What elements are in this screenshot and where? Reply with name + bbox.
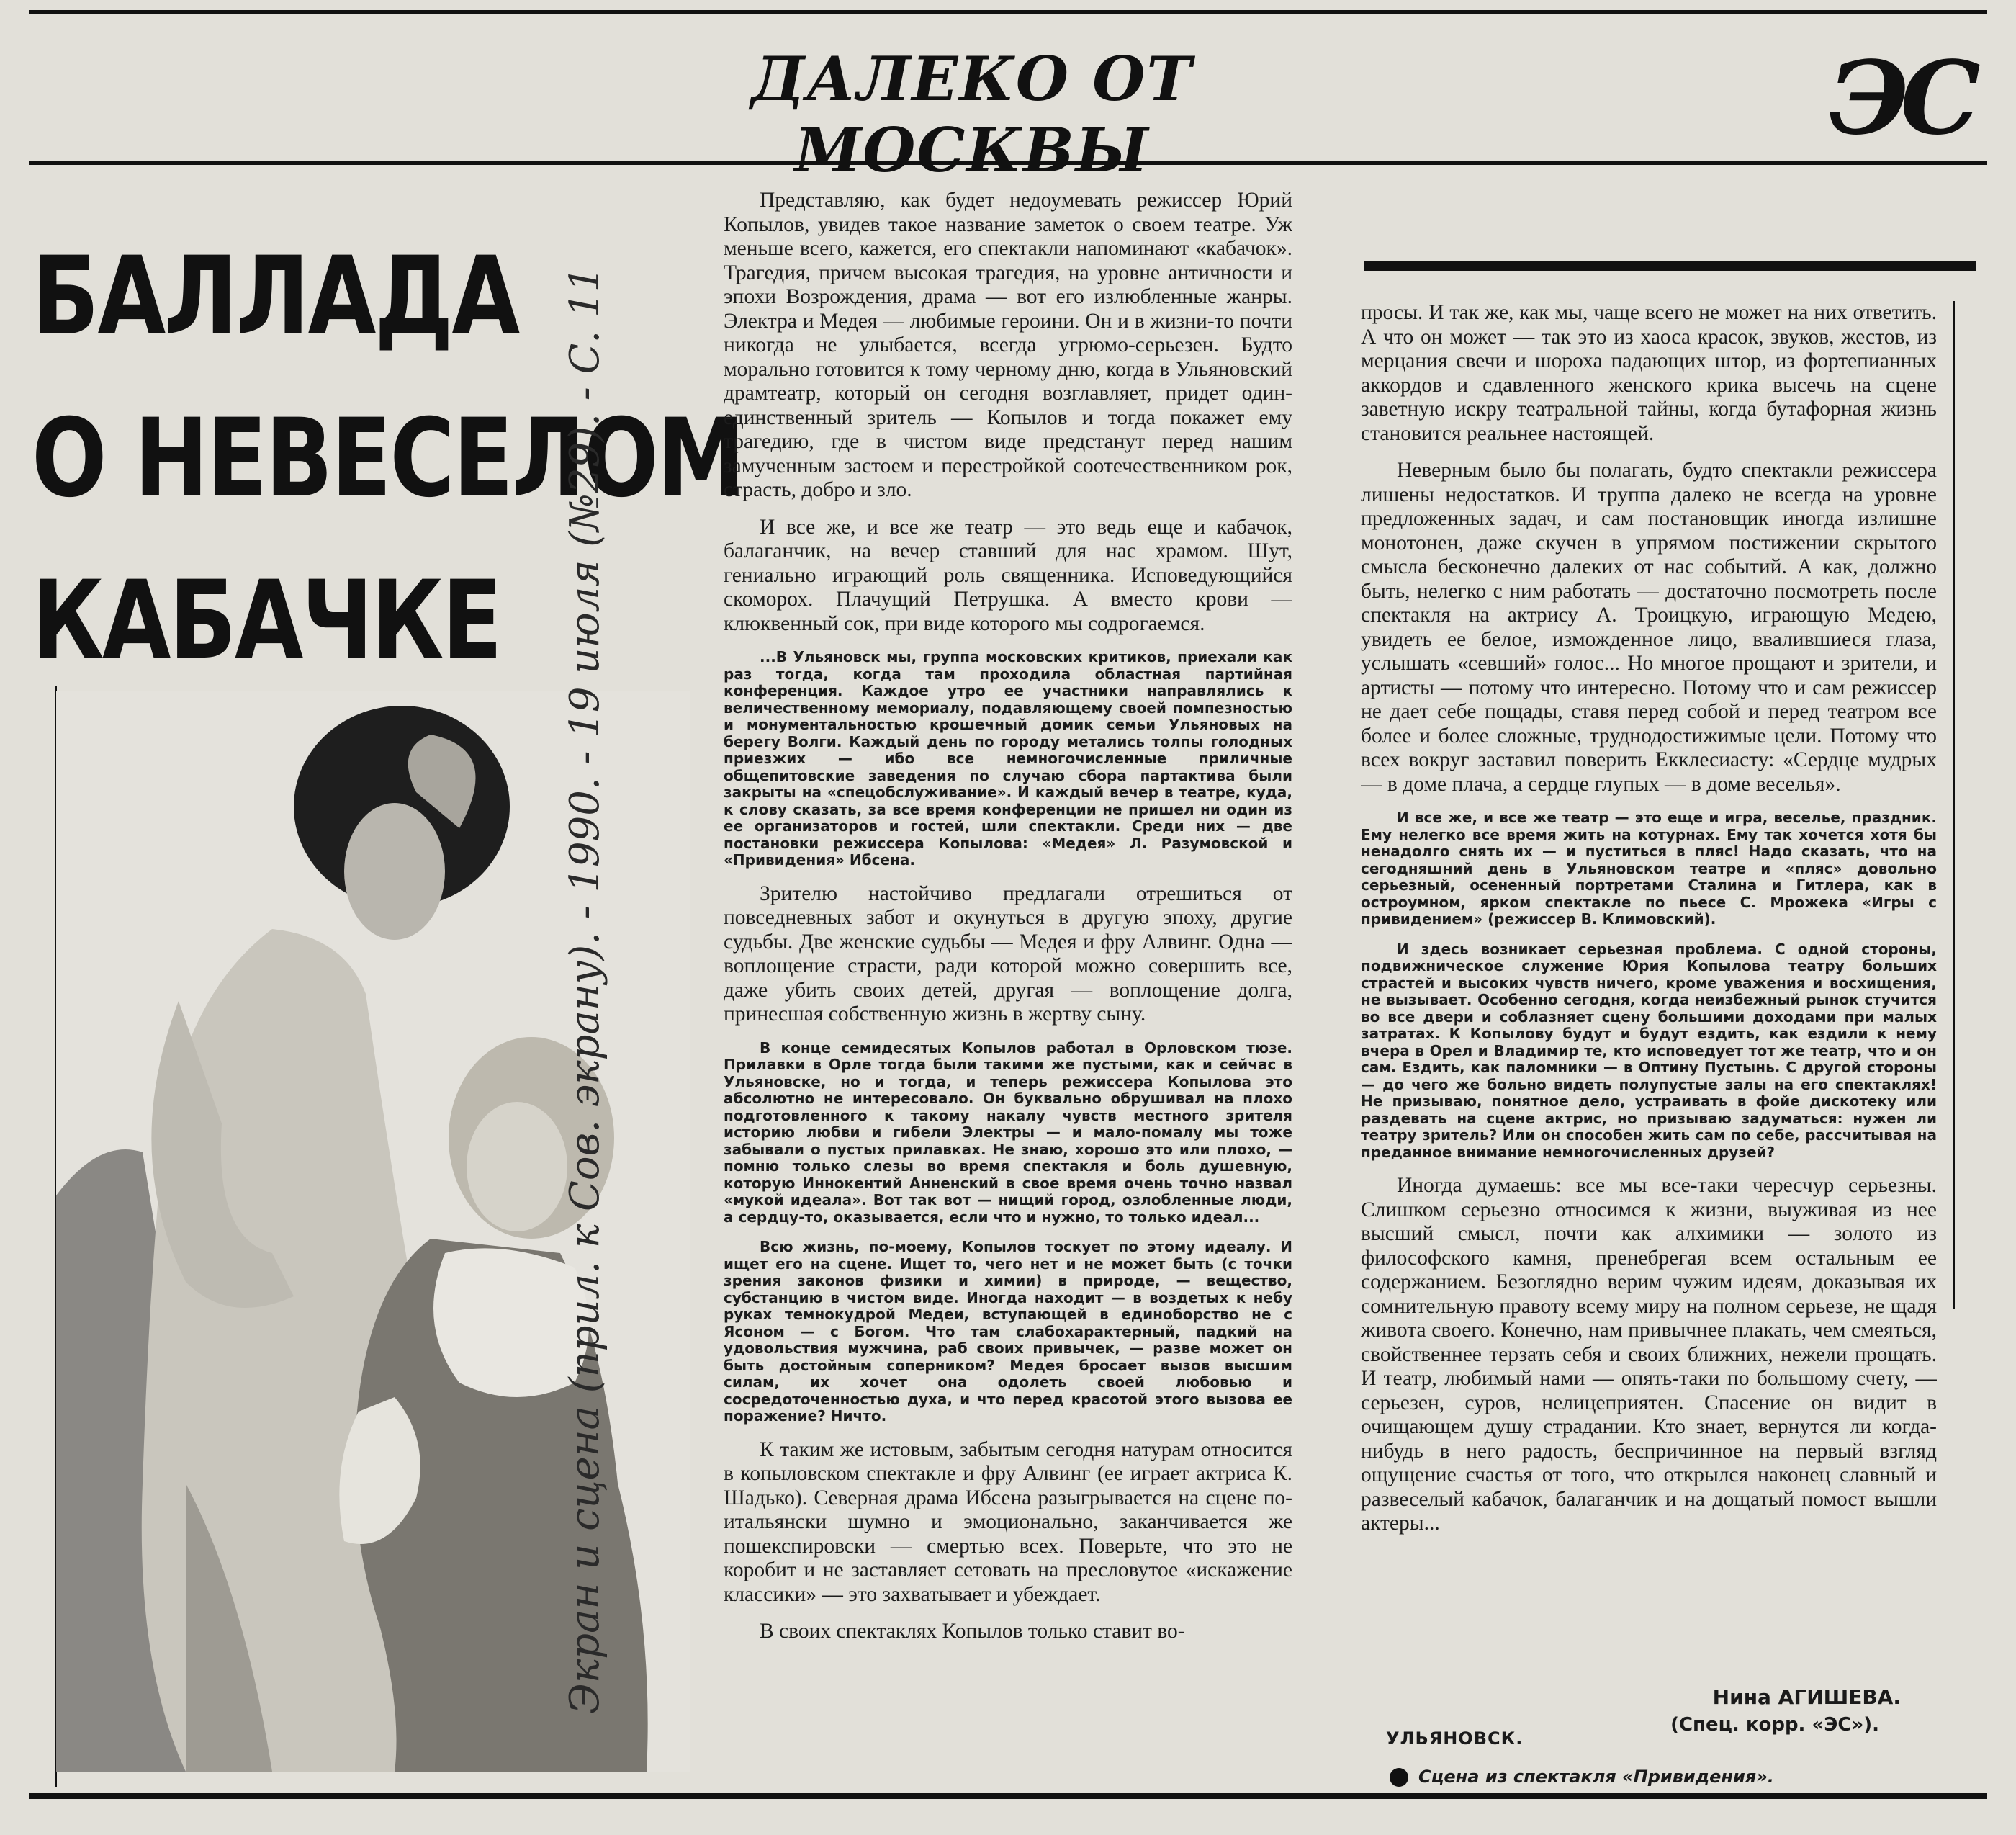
headline-line-1: БАЛЛАДА: [32, 234, 518, 359]
column2-right-rule: [1953, 301, 1955, 1309]
paragraph: Зрителю настойчиво предлагали отрешиться от повседневных забот и окунуться в другую эпоху, другие судьбы. Две женские судьбы — Медея и фру Алвинг. Одна — воплощение страсти, ради которой можно совершить все, даже убить своих детей, другая — воплощение долга, принесшая собственную жизнь в жертву сыну.: [724, 881, 1292, 1026]
author-name: Нина АГИШЕВА.: [1712, 1685, 1901, 1709]
bullet-icon: [1390, 1768, 1408, 1787]
bottom-border-rule: [29, 1793, 1987, 1799]
column2-top-rule: [1364, 261, 1976, 271]
paragraph: просы. И так же, как мы, чаще всего не может на них ответить. А что он может — так это из хаоса красок, звуков, жестов, из мерцания свечи и шороха падающих штор, из фортепианных аккордов и сдавленного женского крика высечь на сцене заветную искру театральной тайны, когда бутафорная жизнь становится реальнее настоящей.: [1361, 301, 1937, 445]
paragraph: В конце семидесятых Копылов работал в Орловском тюзе. Прилавки в Орле тогда были такими же пустыми, как и сейчас в Ульяновске, но и тогда, и теперь режиссера Копылова это абсолютно не интересовало. Он буквально обрушивал на плохо подготовленного к такому накалу чувств местного зрителя историю любви и гибели Электры — и мало-помалу мы тоже забывали о пустых прилавках. Не знаю, хорошо это или плохо, — помню только слезы во время спектакля и боль душевную, которую Иннокентий Анненский в свое время очень точно назвал «мукой идеала». Вот так вот — нищий город, озлобленные люди, а сердцу-то, оказывается, если что и нужно, то только идеал...: [724, 1038, 1292, 1226]
dateline-city: УЛЬЯНОВСК.: [1386, 1728, 1524, 1749]
article-column-1: [724, 189, 1292, 1787]
paragraph: Всю жизнь, по-моему, Копылов тоскует по этому идеалу. И ищет его на сцене. Ищет то, чего нет и не может быть (с точки зрения законов физики и химии) в природе, — вещество, субстанцию в чистом виде. Иногда находит — в воздетых к небу руках темнокудрой Медеи, вступающей в единоборство не с Ясоном — с Богом. Что там слабохарактерный, падкий на удовольствия мужчина, раб своих привычек, — разве может он быть достойным соперником? Медея бросает вызов высшим силам, их хочет она одолеть своей любовью и сосредоточенностью духа, и что перед красотой этого вызова ее поражение? Ничто.: [724, 1238, 1292, 1425]
paragraph: И все же, и все же театр — это еще и игра, веселье, праздник. Ему нелегко все время жить на котурнах. Ему так хочется хотя бы ненадолго снять их — и пуститься в пляс! Надо сказать, что на сегодняшний день в Ульяновском театре и «пляс» довольно серьезный, осененный портретами Сталина и Гитлера, как в остроумном, ярком спектакле по пьесе С. Мрожека «Игры с привидением» (режиссер В. Климовский).: [1361, 809, 1937, 928]
article-column-2: [1361, 301, 1937, 1684]
paragraph: В своих спектаклях Копылов только ставит во-: [760, 1620, 1185, 1643]
top-border-rule: [29, 10, 1987, 14]
paragraph: И здесь возникает серьезная проблема. С одной стороны, подвижническое служение Юрия Копылова театру больших страстей и высоких чувств ничего, кроме уважения и восхищения, не вызывает. Особенно сегодня, когда неизбежный рынок стучится во все двери и соблазняет сцену большими доходами при малых затратах. К Копылову будут и будут ездить, как ездили к нему вчера в Орел и Владимир те, кто исповедует тот же театр, что и он сам. Ездить, как паломники — в Оптину Пустынь. С другой стороны — до чего же больно видеть полупустые залы на его спектаклях! Не призываю, понятное дело, устраивать в фойе дискотеку или раздевать на сцене актрис, но призываю задуматься: нужен ли театру зритель? Или он способен жить сам по себе, рассчитывая на преданное внимание немногочисленных друзей?: [1361, 940, 1937, 1161]
es-logo: ЭС: [1829, 40, 1972, 158]
author-role: (Спец. корр. «ЭС»).: [1670, 1714, 1879, 1736]
photo-caption: [1390, 1767, 1774, 1787]
paragraph: Иногда думаешь: все мы все-таки чересчур серьезны. Слишком серьезно относимся к жизни, выуживая из нее высший смысл, почти как алхимики — золото из философского камня, пренебрегая всем остальным ее содержанием. Безоглядно верим чужим идеям, доказывая их сомнительную правоту всему миру на полном серьезе, не щадя живота своего. Конечно, нам привычнее плакать, чем смеяться, свойственнее терзать себя и своих ближних, нежели прощать. И театр, любимый нами — опять-таки по большому счету, — серьезен, суров, нелицеприятен. Спасение он видит в очищающем душу страдании. Кто знает, вернутся ли когда-нибудь в него радость, беспричинное на первый взгляд ощущение счастья от того, что открылся наконец славный и развеселый кабачок, балаганчик и на дощатый помост вышли актеры...: [1361, 1174, 1937, 1535]
caption-text: Сцена из спектакля «Привидения».: [1418, 1767, 1774, 1787]
paragraph: И все же, и все же театр — это ведь еще и кабачок, балаганчик, на вечер ставший для нас храмом. Шут, гениально играющий роль священника. Исповедующийся скоморох. Плачущий Петрушка. А вместо крови — клюквенный сок, при виде которого мы содрогаемся.: [724, 515, 1292, 635]
paragraph: ...В Ульяновск мы, группа московских критиков, приехали как раз тогда, когда там проходила областная партийная конференция. Каждое утро ее участники направлялись к величественному мемориалу, подавляющему своей помпезностью и монументальностью крошечный домик семьи Ульяновых на берегу Волги. Каждый день по городу метались толпы голодных приезжих — ибо все немногочисленные приличные общепитовские заведения по случаю сбора партактива были закрыты на «спецобслуживание». И каждый вечер в театре, куда, к слову сказать, за все время конференции не пришел ни один из ее организаторов и гостей, шли спектакли. Среди них — две постановки режиссера Копылова: «Медея» Л. Разумовской и «Привидения» Ибсена.: [724, 648, 1292, 869]
article-headline: [32, 216, 744, 702]
handwritten-source-note: Экран и сцена (прил. к Сов. экрану). - 1990. - 19 июля (№29). - С. 11: [562, 266, 608, 1714]
paragraph: Представляю, как будет недоумевать режиссер Юрий Копылов, увидев такое название заметок о своем театре. Уж меньше всего, кажется, его спектакли напоминают «кабачок». Трагедия, причем высокая трагедия, на уровне античности и эпохи Возрождения, драма — вот его излюбленные жанры. Электра и Медея — любимые героини. Он и в жизни-то почти никогда не улыбается, всегда угрюмо-серьезен. Будто морально готовится к тому черному дню, когда в Ульяновский драмтеатр, который он сегодня возглавляет, придет один-единственный зритель — Копылов и тогда покажет ему трагедию, где в чистом виде предстанут перед нашим замученным застоем и перестройкой соотечественником рок, страсть, добро и зло.: [724, 189, 1292, 501]
headline-line-3: КАБАЧКЕ: [32, 558, 501, 683]
paragraph: Неверным было бы полагать, будто спектакли режиссера лишены недостатков. И труппа далеко не всегда на уровне предложенных задач, и сам постановщик иногда излишне монотонен, даже скучен в упрямом постижении скрытого смысла бесконечно далеких от нас событий. А как, должно быть, нелегко с ним работать — достаточно посмотреть после спектакля на актрису А. Троицкую, играющую Медею, увидеть ее белое, изможденное лицо, ввалившиеся глаза, услышать «севший» голос... Но многое прощают и зрители, и артисты — потому что интересно. Потому что и сам режиссер не дает себе пощады, ставя перед собой и перед театром все более и более сложные, труднодостижимые цели. Потому что всех вокруг заставил поверить Екклесиасту: «Сердце мудрых — в доме плача, а сердце глупых — в доме веселья».: [1361, 459, 1937, 796]
section-title: ДАЛЕКО ОТ МОСКВЫ: [751, 43, 1193, 186]
headline-line-2: О НЕВЕСЕЛОМ: [32, 396, 744, 521]
paragraph: К таким же истовым, забытым сегодня натурам относится в копыловском спектакле и фру Алвинг (ее играет актриса К. Шадько). Северная драма Ибсена разыгрывается на сцене по-итальянски шумно и эмоционально, заканчивается же пошекспировски — смертью всех. Поверьте, что это не коробит и не заставляет сетовать на пресловутое «искажение классики» — это захватывает и убеждает.: [724, 1437, 1292, 1606]
